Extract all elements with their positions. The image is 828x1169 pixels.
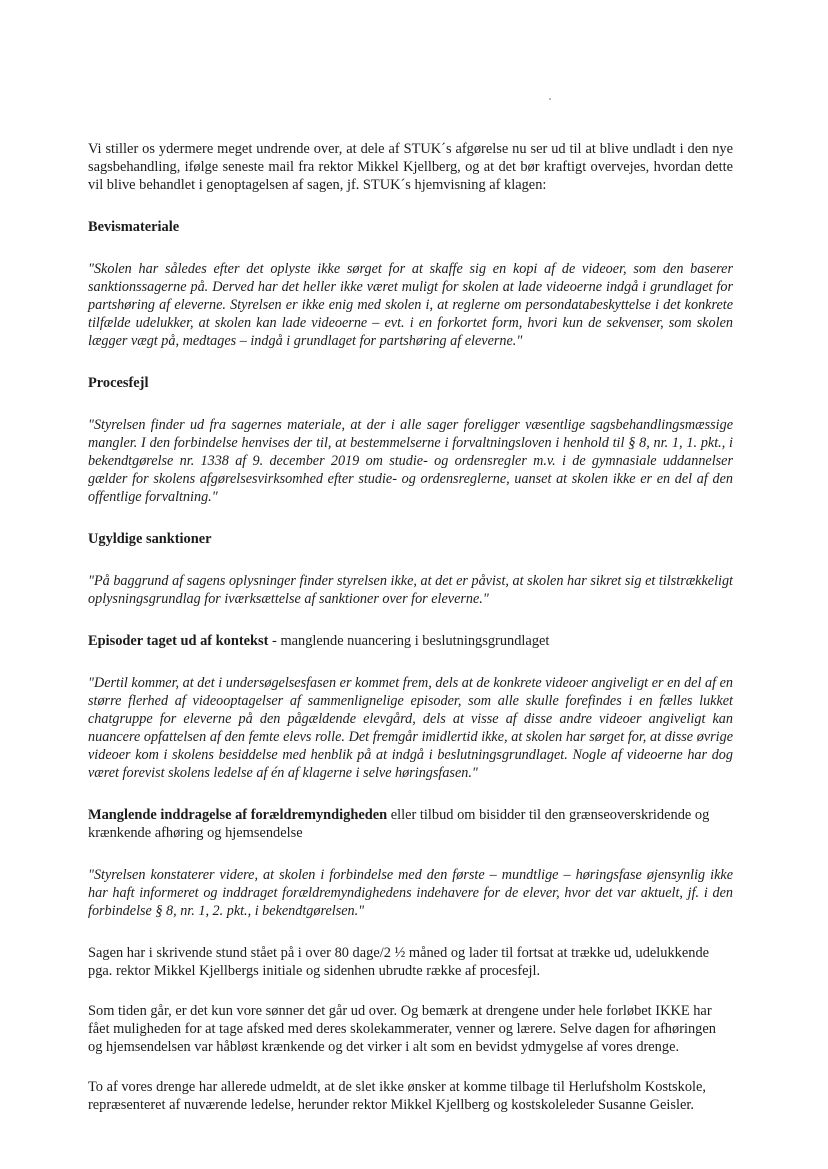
closing-paragraph-2: Som tiden går, er det kun vore sønner det går ud over. Og bemærk at drengene under hele forløbet IKKE har fået muligheden for at tage afsked med deres skolekammerater, venner og lærere. Selve dagen for afhøringen og hjemsendelsen var håbløst krænkende og det virker i alt som en bevidst ydmygelse af vores drenge. xyxy=(88,1003,716,1055)
document-page xyxy=(88,140,733,1114)
heading-manglende-inddragelse-rest: eller tilbud om bisidder til den grænseoverskridende og krænkende afhøring og hjemsendelse xyxy=(88,807,710,841)
quote-episoder: "Dertil kommer, at det i undersøgelsesfasen er kommet frem, dels at de konkrete videoer angiveligt er en del af en større flerhed af videooptagelser af sammenlignelige episoder, som alle skulle forefindes i en fælles lukket chatgruppe for eleverne på den pågældende elevgård, dels at visse af disse andre videoer angiveligt kan nuancere opfattelsen af den femte elevs rolle. Det fremgår imidlertid ikke, at skolen har sørget for, at disse øvrige videoer kom i skolens besiddelse med henblik på at indgå i beslutningsgrundlaget. Nogle af videoerne har dog været forevist skolens ledelse af én af klagerne i selve høringsfasen." xyxy=(88,675,733,781)
scan-speck xyxy=(549,98,551,100)
heading-manglende-inddragelse-bold: Manglende inddragelse af forældremyndigheden xyxy=(88,807,388,823)
heading-bevismateriale xyxy=(88,218,733,236)
heading-ugyldige-sanktioner xyxy=(88,530,733,548)
heading-procesfejl-text: Procesfejl xyxy=(88,375,149,391)
heading-episoder xyxy=(88,632,733,650)
heading-bevismateriale-text: Bevismateriale xyxy=(88,219,180,235)
quote-bevismateriale: "Skolen har således efter det oplyste ikke sørget for at skaffe sig en kopi af de videoer, som den baserer sanktionssagerne på. Derved har det heller ikke været muligt for skolen at lade videoerne indgå i grundlaget for partshøring af eleverne. Styrelsen er ikke enig med skolen i, at reglerne om persondatabeskyttelse i det konkrete tilfælde udelukker, at skolen kan lade videoerne – evt. i en forkortet form, hvori kun de sekvenser, som skolen lægger vægt på, medtages – indgå i grundlaget for partshøring af eleverne." xyxy=(88,261,733,349)
heading-episoder-rest: - manglende nuancering i beslutningsgrundlaget xyxy=(268,633,550,649)
closing-paragraph-3: To af vores drenge har allerede udmeldt, at de slet ikke ønsker at komme tilbage til Herlufsholm Kostskole, repræsenteret af nuværende ledelse, herunder rektor Mikkel Kjellberg og kostskoleleder Susanne Geisler. xyxy=(88,1079,707,1113)
heading-ugyldige-sanktioner-text: Ugyldige sanktioner xyxy=(88,531,212,547)
intro-paragraph: Vi stiller os ydermere meget undrende over, at dele af STUK´s afgørelse nu ser ud til at blive undladt i den nye sagsbehandling, ifølge seneste mail fra rektor Mikkel Kjellberg, og at det bør kraftigt overvejes, hvordan dette vil blive behandlet i genoptagelsen af sagen, jf. STUK´s hjemvisning af klagen: xyxy=(88,141,733,193)
heading-manglende-inddragelse xyxy=(88,806,733,842)
quote-manglende-inddragelse: "Styrelsen konstaterer videre, at skolen i forbindelse med den første – mundtlige – høringsfase øjensynlig ikke har haft informeret og inddraget forældremyndighedens indehavere for de elever, hvor det var aktuelt, jf. i den forbindelse § 8, nr. 1, 2. pkt., i bekendtgørelsen." xyxy=(88,867,733,919)
heading-episoder-bold: Episoder taget ud af kontekst xyxy=(88,633,269,649)
heading-procesfejl xyxy=(88,374,733,392)
quote-ugyldige-sanktioner: "På baggrund af sagens oplysninger finder styrelsen ikke, at det er påvist, at skolen har sikret sig et tilstrækkeligt oplysningsgrundlag for iværksættelse af sanktioner over for eleverne." xyxy=(88,573,733,607)
closing-paragraph-1: Sagen har i skrivende stund stået på i over 80 dage/2 ½ måned og lader til fortsat at trække ud, udelukkende pga. rektor Mikkel Kjellbergs initiale og sidenhen ubrudte række af procesfejl. xyxy=(88,945,710,979)
quote-procesfejl: "Styrelsen finder ud fra sagernes materiale, at der i alle sager foreligger væsentlige sagsbehandlingsmæssige mangler. I den forbindelse henvises der til, at bestemmelserne i forvaltningsloven i henhold til § 8, nr. 1, 1. pkt., i bekendtgørelse nr. 1338 af 9. december 2019 om studie- og ordensregler m.v. i de gymnasiale uddannelser gælder for skolens afgørelsesvirksomhed efter studie- og ordensreglerne, uanset at skolen ikke er en del af den offentlige forvaltning." xyxy=(88,417,733,505)
